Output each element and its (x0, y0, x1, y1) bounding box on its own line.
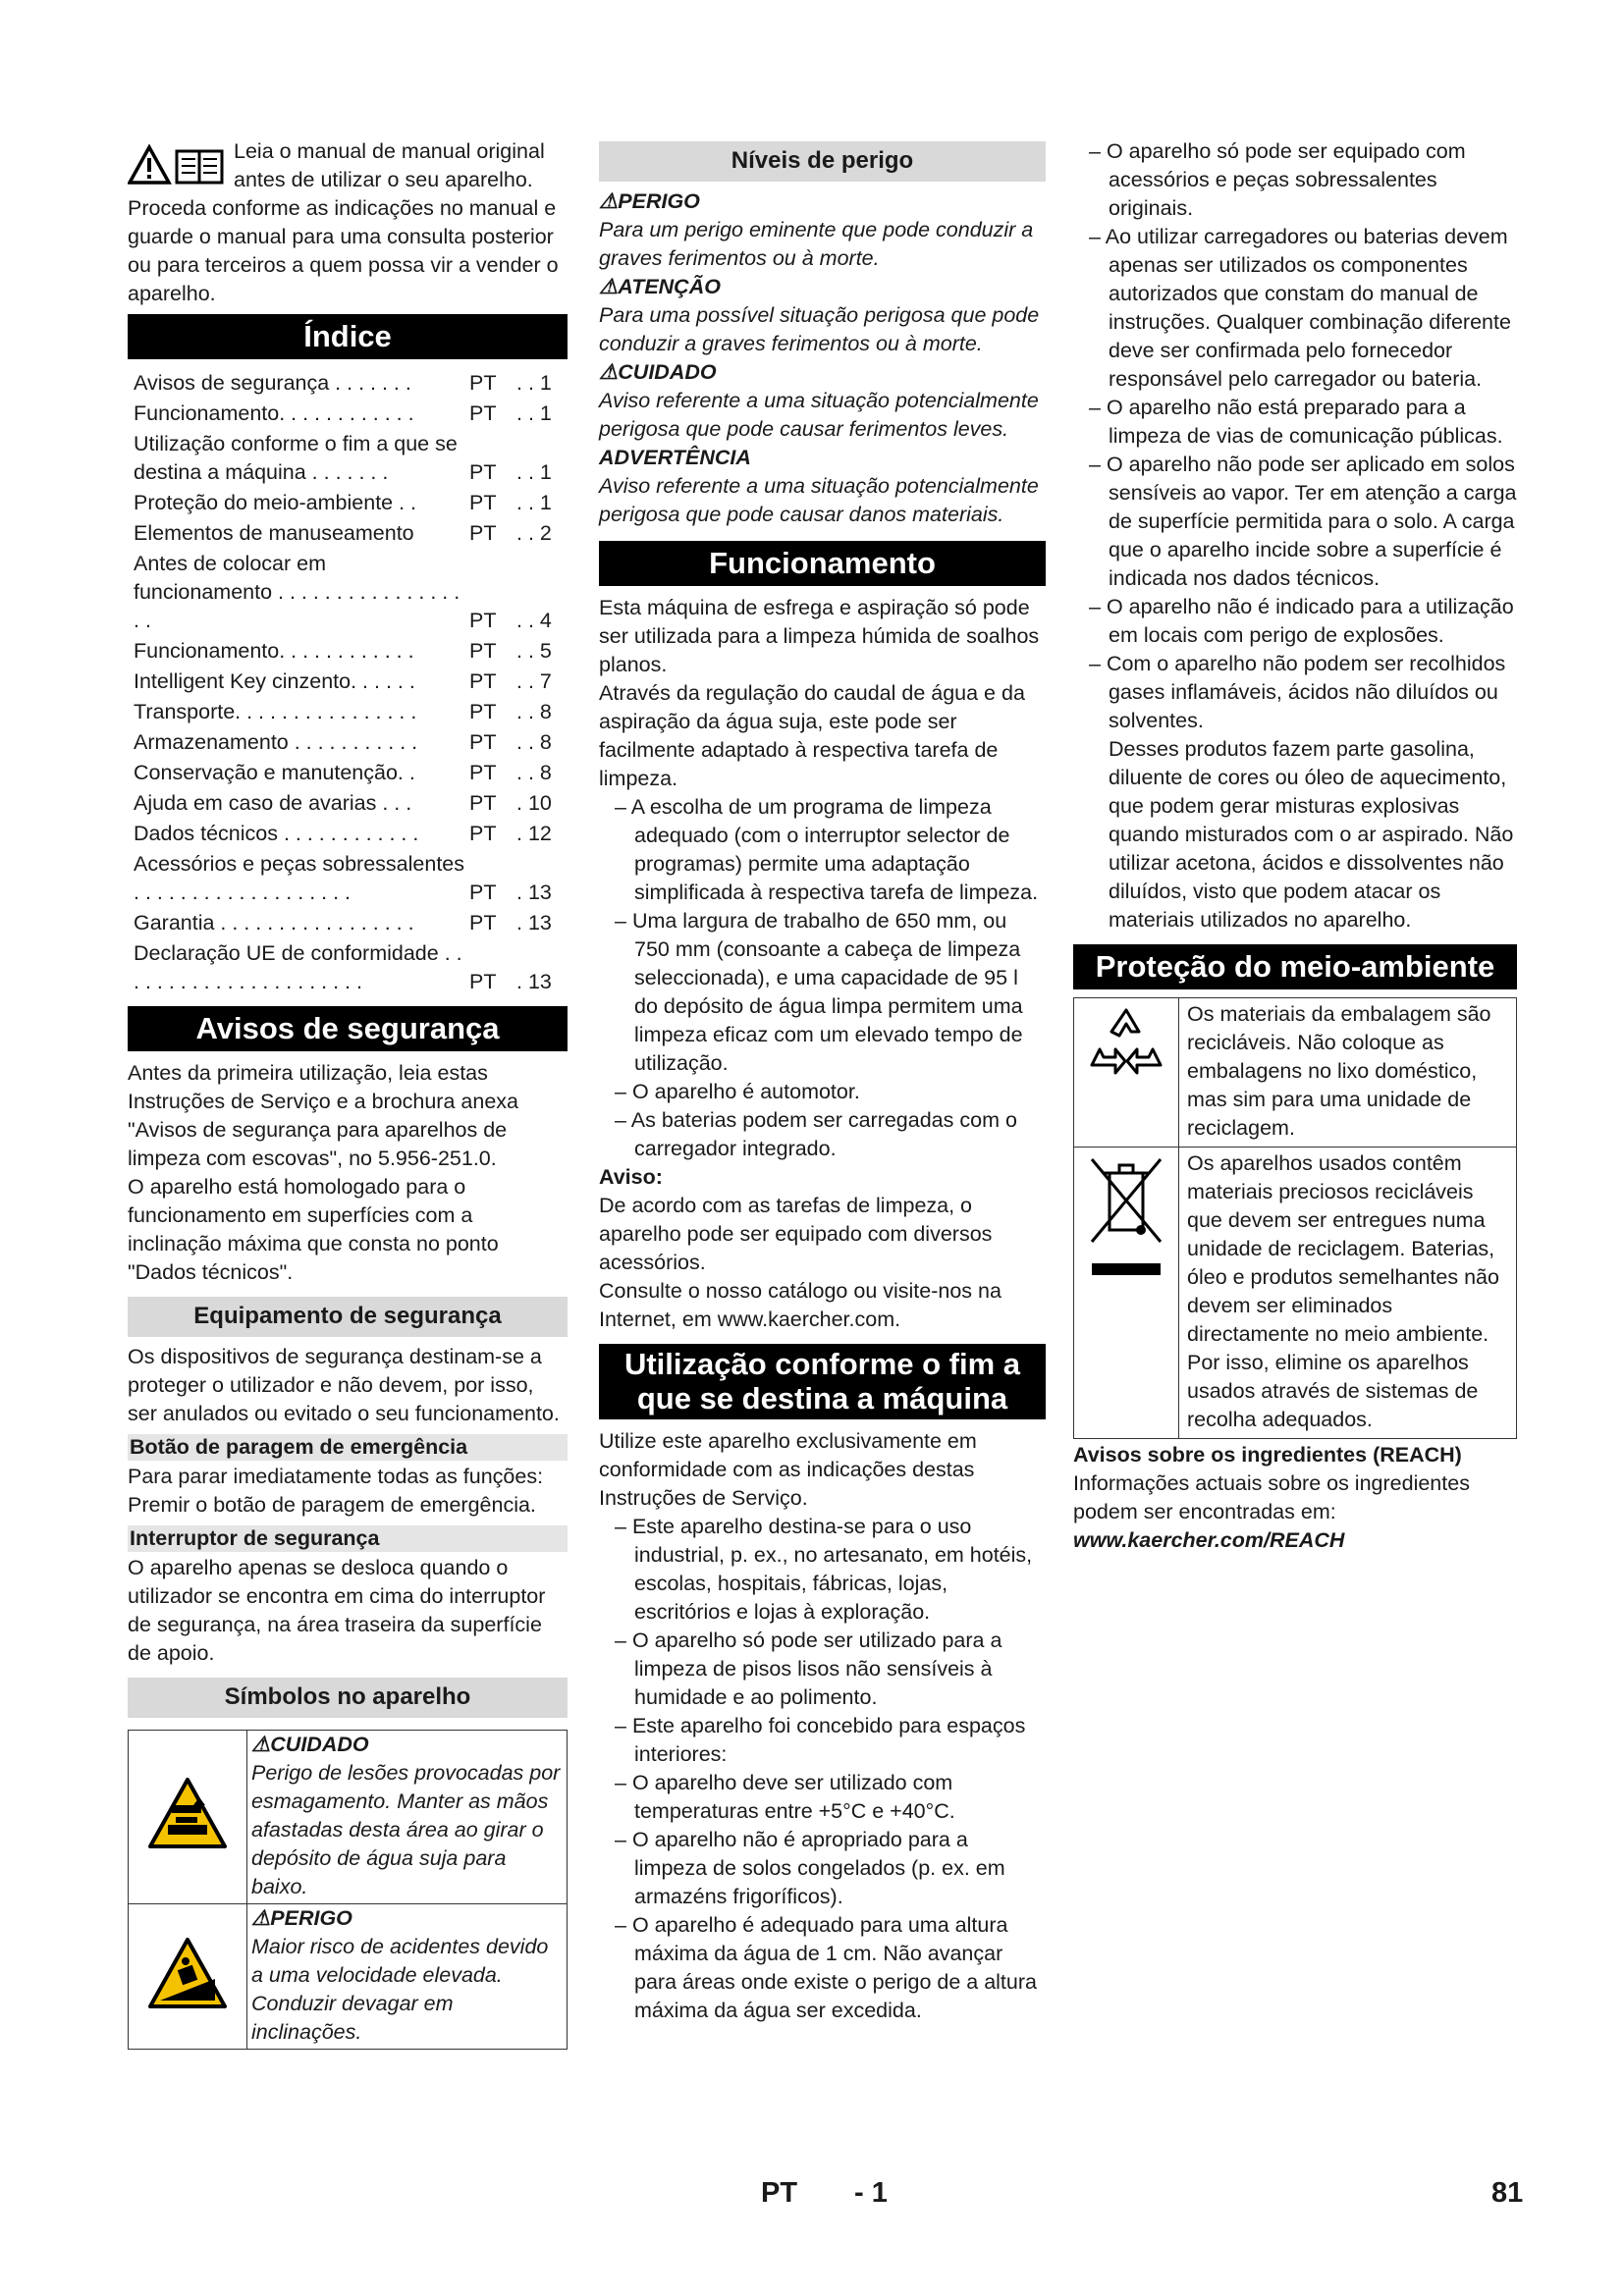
toc-entry-page: . . 4 (516, 609, 552, 632)
toc-entry-language: PT (469, 371, 497, 395)
toc-entry-language: PT (469, 609, 497, 632)
list-item: – O aparelho só pode ser equipado com acessórios e peças sobressalentes originais. (1073, 137, 1517, 223)
page-number: 81 (1491, 2177, 1524, 2209)
symbol-icon-cell (129, 1731, 247, 1904)
symbol-description: Perigo de lesões provocadas por esmagamento. Manter as mãos afastadas desta área ao girar o depósito de água suja para baixo. (251, 1761, 561, 1898)
toc-entry-language: PT (469, 401, 497, 425)
toc-entry[interactable] (128, 519, 568, 548)
list-item: – Com o aparelho não podem ser recolhidos gases inflamáveis, ácidos não diluídos ou solventes. (1073, 650, 1517, 735)
symbol-text-cell (247, 1731, 568, 1904)
warning-triangle-icon: ⚠ (251, 1733, 271, 1756)
intended-use-heading (599, 1344, 1046, 1419)
warning-description: Para uma possível situação perigosa que pode conduzir a graves ferimentos ou à morte. (599, 303, 1040, 355)
toc-entry[interactable] (128, 728, 568, 757)
toc-entry-page: . . 5 (516, 639, 552, 663)
symbol-icon-cell (129, 1904, 247, 2050)
list-item: – O aparelho deve ser utilizado com temperaturas entre +5°C e +40°C. (599, 1769, 1046, 1826)
toc-entry-language: PT (469, 460, 497, 484)
list-item: – O aparelho não é apropriado para a limpeza de solos congelados (p. ex. em armazéns frigoríficos). (599, 1826, 1046, 1911)
caution-signal: ⚠CUIDADO (599, 360, 717, 384)
column-2 (599, 137, 1046, 2025)
list-item: – O aparelho não pode ser aplicado em solos sensíveis ao vapor. Ter em atenção a carga de superfície permitida para o solo. A carga que o aparelho incide sobre a superfície é indicada nos dados técnicos. (1073, 451, 1517, 593)
footer-section-page: - 1 (854, 2177, 888, 2209)
toc-entry-language: PT (469, 761, 497, 784)
toc-entry-title: Garantia . . . . . . . . . . . . . . . . . (134, 911, 414, 934)
symbols-heading: Símbolos no aparelho (128, 1678, 568, 1718)
toc-entry-language: PT (469, 791, 497, 815)
toc-entry[interactable] (128, 637, 568, 666)
list-item: – O aparelho é adequado para uma altura máxima da água de 1 cm. Não avançar para áreas onde existe o perigo de a altura máxima da água ser excedida. (599, 1911, 1046, 2025)
toc-entry-page: . 12 (516, 822, 552, 845)
caution-description: Aviso referente a uma situação potencialmente perigosa que pode causar ferimentos leves. (599, 389, 1039, 441)
intro-text: Leia o manual de manual original antes de utilizar o seu aparelho. Proceda conforme as indicações no manual e guarde o manual para uma consulta posterior ou para terceiros a quem possa vir a vender o aparelho. (128, 139, 559, 305)
warning-triangle-icon: ⚠ (599, 275, 619, 298)
safety-paragraph-2: O aparelho está homologado para o funcionamento em superfícies com a inclinação máxima que consta no ponto "Dados técnicos". (128, 1175, 499, 1284)
environment-text: Os materiais da embalagem são recicláveis. Não coloque as embalagens no lixo doméstico, mas sim para uma unidade de reciclagem. (1179, 998, 1517, 1148)
toc-entry[interactable] (128, 430, 568, 487)
toc-entry-page: . . 8 (516, 730, 552, 754)
safety-switch-text: O aparelho apenas se desloca quando o utilizador se encontra em cima do interruptor de segurança, na área traseira da superfície de apoio. (128, 1556, 546, 1665)
index-heading: Índice (128, 314, 568, 359)
symbols-table (128, 1730, 568, 2050)
column-3 (1073, 137, 1517, 1555)
toc-entry-page: . . 1 (516, 460, 552, 484)
note-text-2: Consulte o nosso catálogo ou visite-nos na Internet, em www.kaercher.com. (599, 1279, 1001, 1331)
toc-entry-title: Armazenamento . . . . . . . . . . . (134, 730, 418, 754)
toc-entry[interactable] (128, 667, 568, 696)
toc-entry-page: . . 7 (516, 669, 552, 693)
toc-entry[interactable] (128, 489, 568, 517)
list-item: – A escolha de um programa de limpeza adequado (com o interruptor selector de programas) permite uma adaptação simplificada à respectiva tarefa de limpeza. (599, 793, 1046, 907)
reach-text: Informações actuais sobre os ingredientes podem ser encontradas em: (1073, 1471, 1470, 1523)
toc-entry-language: PT (469, 491, 497, 514)
toc-entry-page: . . 1 (516, 491, 552, 514)
open-book-icon (177, 151, 222, 183)
equipment-heading: Equipamento de segurança (128, 1297, 568, 1337)
toc-entry-title: Funcionamento. . . . . . . . . . . . (134, 401, 414, 425)
note-text: De acordo com as tarefas de limpeza, o aparelho pode ser equipado com diversos acessórios. (599, 1194, 993, 1274)
list-item: – Este aparelho foi concebido para espaços interiores: (599, 1712, 1046, 1769)
toc-entry[interactable] (128, 698, 568, 726)
symbol-description: Maior risco de acidentes devido a uma velocidade elevada. Conduzir devagar em inclinações. (251, 1935, 549, 2044)
notice-signal: ADVERTÊNCIA (599, 446, 751, 469)
warning-triangle-icon: ⚠ (251, 1906, 271, 1930)
toc-entry-title: Proteção do meio-ambiente . . (134, 491, 417, 514)
warning-signal: ⚠ATENÇÃO (599, 275, 721, 298)
toc-entry-title: Dados técnicos . . . . . . . . . . . . (134, 822, 419, 845)
toc-entry-title: Avisos de segurança . . . . . . . (134, 371, 411, 395)
toc-entry-language: PT (469, 639, 497, 663)
equipment-text: Os dispositivos de segurança destinam-se a proteger o utilizador e não devem, por isso, ser anulados ou evitado o seu funcionamento. (128, 1345, 560, 1425)
crossed-out-bin-icon (1084, 1153, 1168, 1281)
toc-entry-title: Antes de colocar em funcionamento . . . . . . . . . . . . . . . . . . (134, 552, 460, 632)
toc-entry[interactable] (128, 400, 568, 428)
toc-entry[interactable] (128, 369, 568, 398)
toc-entry-page: . 13 (516, 911, 552, 934)
note-label: Aviso: (599, 1165, 663, 1189)
toc-entry-page: . 10 (516, 791, 552, 815)
toc-entry[interactable] (128, 759, 568, 787)
toc-entry-language: PT (469, 970, 497, 993)
toc-entry-language: PT (469, 911, 497, 934)
toc-entry-page: . . 2 (516, 521, 552, 545)
list-item: – Ao utilizar carregadores ou baterias devem apenas ser utilizados os componentes autorizados que constam do manual de instruções. Qualquer combinação diferente deve ser confirmada pelo fornecedor responsável pelo carregador ou bateria. (1073, 223, 1517, 394)
toc-entry[interactable] (128, 550, 568, 635)
toc-entry[interactable] (128, 820, 568, 848)
toc-entry-title: Transporte. . . . . . . . . . . . . . . . (134, 700, 417, 723)
environment-text: Os aparelhos usados contêm materiais preciosos recicláveis que devem ser entregues numa unidade de reciclagem. Baterias, óleo e produtos semelhantes não devem ser eliminados directamente no meio ambiente. Por isso, elimine os aparelhos usados através de sistemas de recolha adequados. (1179, 1148, 1517, 1439)
column-1 (128, 137, 568, 2050)
slope-hazard-warning-icon (146, 1936, 229, 2010)
intended-use-heading-line-2: que se destina a máquina (636, 1381, 1008, 1415)
symbol-text-cell (247, 1904, 568, 2050)
list-item: – O aparelho só pode ser utilizado para a limpeza de pisos lisos não sensíveis à humidade e ao polimento. (599, 1627, 1046, 1712)
toc-entry[interactable] (128, 850, 568, 907)
toc-entry-page: . . 8 (516, 761, 552, 784)
toc-entry-page: . . 1 (516, 371, 552, 395)
list-item: – O aparelho não está preparado para a limpeza de vias de comunicação públicas. (1073, 394, 1517, 451)
list-item: – Uma largura de trabalho de 650 mm, ou 750 mm (consoante a cabeça de limpeza seleccionada), e uma capacidade de 95 l do depósito de água limpa permitem uma limpeza eficaz com um elevado tempo de utilização. (599, 907, 1046, 1078)
toc-entry-title: Intelligent Key cinzento. . . . . . (134, 669, 415, 693)
symbol-row (129, 1731, 568, 1904)
list-item: – O aparelho é automotor. (599, 1078, 1046, 1106)
toc-entry-title: Utilização conforme o fim a que se destina a máquina . . . . . . . (134, 432, 458, 484)
operation-paragraph-1: Esta máquina de esfrega e aspiração só pode ser utilizada para a limpeza húmida de soalhos planos. (599, 596, 1040, 676)
toc-entry-title: Ajuda em caso de avarias . . . (134, 791, 412, 815)
toc-entry-title: Acessórios e peças sobressalentes . . . . . . . . . . . . . . . . . . . (134, 852, 465, 904)
safety-paragraph-1: Antes da primeira utilização, leia estas Instruções de Serviço e a brochura anexa "Avisos de segurança para aparelhos de limpeza com escovas", no 5.956-251.0. (128, 1061, 518, 1170)
operation-heading: Funcionamento (599, 541, 1046, 586)
toc-entry-page: . . 8 (516, 700, 552, 723)
environment-icon-cell (1074, 1148, 1179, 1439)
environment-row (1074, 998, 1517, 1148)
safety-heading: Avisos de segurança (128, 1006, 568, 1051)
toc-entry-language: PT (469, 700, 497, 723)
solvents-note: Desses produtos fazem parte gasolina, diluente de cores ou óleo de aquecimento, que podem gerar misturas explosivas quando misturados com o ar aspirado. Não utilizar acetona, ácidos e dissolventes não diluídos, visto que podem atacar os materiais utilizados no aparelho. (1109, 737, 1514, 932)
environment-table (1073, 997, 1517, 1439)
warning-triangle-icon: ⚠ (599, 360, 619, 384)
operation-paragraph-2: Através da regulação do caudal de água e da aspiração da água suja, este pode ser facilmente adaptado à respectiva tarefa de limpeza. (599, 681, 1025, 790)
toc-entry-page: . 13 (516, 970, 552, 993)
danger-levels-heading: Níveis de perigo (599, 141, 1046, 182)
environment-row (1074, 1148, 1517, 1439)
symbol-row (129, 1904, 568, 2050)
list-item: – Este aparelho destina-se para o uso industrial, p. ex., no artesanato, em hotéis, escolas, hospitais, fábricas, lojas, escritórios e lojas à exploração. (599, 1513, 1046, 1627)
symbol-signal-word: ⚠PERIGO (251, 1906, 352, 1930)
reach-heading: Avisos sobre os ingredientes (REACH) (1073, 1443, 1462, 1467)
intended-use-heading-line-1: Utilização conforme o fim a (623, 1347, 1021, 1381)
intro-icons (128, 143, 226, 194)
warning-triangle-icon (128, 143, 226, 187)
intro-block (128, 137, 568, 308)
reach-link[interactable]: www.kaercher.com/REACH (1073, 1528, 1345, 1552)
table-of-contents (128, 369, 568, 996)
notice-description: Aviso referente a uma situação potencialmente perigosa que pode causar danos materiais. (599, 474, 1039, 526)
warning-triangle-icon: ⚠ (599, 189, 619, 213)
list-item: – O aparelho não é indicado para a utilização em locais com perigo de explosões. (1073, 593, 1517, 650)
crush-hazard-warning-icon (146, 1776, 229, 1850)
toc-entry[interactable] (128, 939, 568, 996)
recycling-icon (1084, 1004, 1168, 1083)
toc-entry-page: . . 1 (516, 401, 552, 425)
toc-entry-title: Funcionamento. . . . . . . . . . . . (134, 639, 414, 663)
toc-entry[interactable] (128, 789, 568, 818)
symbol-signal-word: ⚠CUIDADO (251, 1733, 369, 1756)
toc-entry-title: Conservação e manutenção. . (134, 761, 415, 784)
toc-entry-language: PT (469, 521, 497, 545)
list-item: – As baterias podem ser carregadas com o carregador integrado. (599, 1106, 1046, 1163)
environment-icon-cell (1074, 998, 1179, 1148)
toc-entry-title: Declaração UE de conformidade . . . . . . . . . . . . . . . . . . . . . . (134, 941, 462, 993)
danger-signal: ⚠PERIGO (599, 189, 700, 213)
emergency-stop-text: Para parar imediatamente todas as funções: Premir o botão de paragem de emergência. (128, 1465, 544, 1517)
toc-entry-page: . 13 (516, 881, 552, 904)
toc-entry-language: PT (469, 669, 497, 693)
safety-switch-heading: Interruptor de segurança (128, 1525, 568, 1552)
environment-heading: Proteção do meio-ambiente (1073, 944, 1517, 989)
toc-entry-language: PT (469, 730, 497, 754)
toc-entry-language: PT (469, 822, 497, 845)
footer-language: PT (761, 2177, 798, 2209)
toc-entry[interactable] (128, 909, 568, 937)
toc-entry-language: PT (469, 881, 497, 904)
toc-entry-title: Elementos de manuseamento (134, 521, 414, 545)
intended-use-intro: Utilize este aparelho exclusivamente em conformidade com as indicações destas Instruções de Serviço. (599, 1429, 977, 1510)
emergency-stop-heading: Botão de paragem de emergência (128, 1434, 568, 1461)
danger-description: Para um perigo eminente que pode conduzir a graves ferimentos ou à morte. (599, 218, 1034, 270)
